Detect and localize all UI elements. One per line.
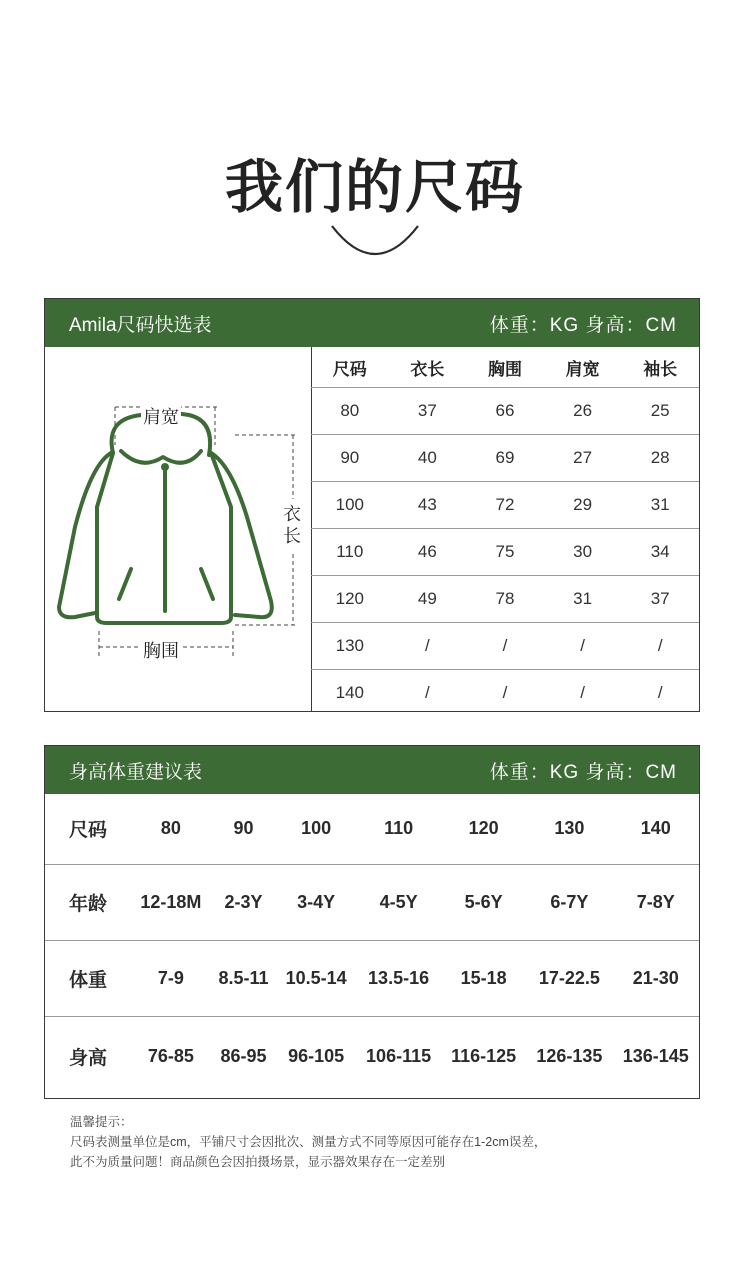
table-row: [311, 388, 699, 435]
col-header-size: 尺码: [311, 347, 389, 388]
table-row: [311, 529, 699, 576]
table-cell: 75: [466, 529, 544, 576]
table-row: [311, 576, 699, 623]
col-header-chest: 胸围: [466, 347, 544, 388]
table-cell: /: [502, 683, 508, 702]
table-cell: 4-5Y: [379, 891, 418, 912]
jacket-diagram: [45, 347, 312, 711]
shoulder-label: 肩宽: [141, 403, 181, 429]
table-cell: 46: [389, 529, 467, 576]
table-cell: 31: [544, 576, 622, 623]
recommend-table-body: [45, 794, 699, 1096]
table-cell: 5-6Y: [464, 891, 503, 912]
table-cell: 96-105: [288, 1045, 345, 1066]
col-header-length: 衣长: [389, 347, 467, 388]
table-cell: 7-8Y: [636, 891, 675, 912]
table-row: [311, 670, 699, 717]
size-measurement-table: [311, 347, 699, 716]
table-cell: 90: [311, 435, 389, 482]
table-cell: 37: [621, 576, 699, 623]
size-tips: [70, 1112, 546, 1172]
table-cell: 100: [301, 818, 332, 839]
table-cell: 31: [621, 482, 699, 529]
table-row: [45, 1016, 699, 1096]
table-cell: 10.5-14: [285, 967, 347, 988]
table-cell: 6-7Y: [550, 891, 589, 912]
tips-line: 此不为质量问题！商品颜色会因拍摄场景，显示器效果存在一定差别: [70, 1155, 446, 1169]
table-cell: 34: [621, 529, 699, 576]
table-cell: 27: [544, 435, 622, 482]
table-cell: 13.5-16: [368, 967, 430, 988]
table-cell: 49: [389, 576, 467, 623]
smile-decoration: [329, 222, 421, 262]
recommend-table-header: [45, 746, 699, 794]
table-row: [45, 864, 699, 940]
row-header-age: 年龄: [69, 893, 108, 915]
table-cell: 25: [621, 388, 699, 435]
table-row: [45, 940, 699, 1016]
table-cell: /: [389, 623, 467, 670]
table-cell: 120: [468, 818, 499, 839]
table-cell: 126-135: [536, 1045, 603, 1066]
table-cell: 106-115: [366, 1045, 432, 1066]
quick-size-table: [44, 298, 700, 712]
row-header-height: 身高: [69, 1047, 108, 1069]
row-header-weight: 体重: [69, 969, 108, 991]
table-row: [311, 435, 699, 482]
table-cell: 72: [466, 482, 544, 529]
table-row: [311, 623, 699, 670]
table-row: [45, 794, 699, 864]
table-cell: 140: [640, 818, 671, 839]
quick-table-title: Amila尺码快选表: [69, 314, 212, 336]
table-cell: 110: [384, 818, 414, 839]
table-cell: /: [425, 683, 430, 702]
table-cell: 8.5-11: [218, 967, 269, 988]
table-cell: 136-145: [622, 1045, 689, 1066]
table-cell: 40: [389, 435, 467, 482]
table-cell: 37: [389, 388, 467, 435]
table-cell: 66: [466, 388, 544, 435]
recommend-size-table: [44, 745, 700, 1099]
table-cell: 26: [544, 388, 622, 435]
table-cell: 90: [233, 818, 254, 839]
table-cell: 86-95: [220, 1045, 267, 1066]
table-cell: 17-22.5: [538, 967, 600, 988]
table-cell: 130: [554, 818, 585, 839]
row-header-size: 尺码: [69, 820, 108, 842]
col-header-sleeve: 袖长: [621, 347, 699, 388]
table-cell: 80: [160, 818, 181, 839]
chest-label: 胸围: [141, 637, 181, 663]
table-cell: 76-85: [147, 1045, 194, 1066]
table-cell: 30: [544, 529, 622, 576]
zipper-pull: [161, 463, 169, 471]
recommend-table-units: 体重：KG 身高：CM: [489, 761, 677, 783]
table-cell: /: [657, 683, 663, 702]
tips-line: 尺码表测量单位是cm，平铺尺寸会因批次、测量方式不同等原因可能存在1-2cm误差，: [70, 1135, 547, 1149]
quick-table-units: 体重：KG 身高：CM: [489, 314, 677, 336]
recommend-table-title: 身高体重建议表: [69, 761, 203, 783]
page-title: 我们的尺码: [224, 155, 525, 220]
table-cell: 43: [389, 482, 467, 529]
table-cell: 21-30: [632, 967, 679, 988]
table-cell: 3-4Y: [297, 891, 336, 912]
length-label: 衣长: [283, 499, 301, 551]
table-cell: 110: [311, 529, 389, 576]
table-cell: /: [580, 683, 585, 702]
tips-heading: 温馨提示：: [70, 1115, 133, 1129]
table-cell: 116-125: [451, 1045, 517, 1066]
table-cell: /: [466, 623, 544, 670]
table-cell: 15-18: [460, 967, 507, 988]
table-cell: 78: [466, 576, 544, 623]
table-cell: 2-3Y: [224, 891, 263, 912]
table-cell: 130: [311, 623, 389, 670]
table-cell: 80: [311, 388, 389, 435]
table-cell: 140: [335, 683, 364, 702]
col-header-shoulder: 肩宽: [544, 347, 622, 388]
table-cell: /: [544, 623, 622, 670]
table-cell: 29: [544, 482, 622, 529]
table-cell: 7-9: [157, 967, 184, 988]
size-table-header-row: [311, 347, 699, 388]
table-cell: 100: [311, 482, 389, 529]
table-row: [311, 482, 699, 529]
table-cell: 28: [621, 435, 699, 482]
table-cell: /: [621, 623, 699, 670]
table-cell: 120: [311, 576, 389, 623]
table-cell: 12-18M: [140, 891, 202, 912]
quick-table-header: [45, 299, 699, 347]
table-cell: 69: [466, 435, 544, 482]
